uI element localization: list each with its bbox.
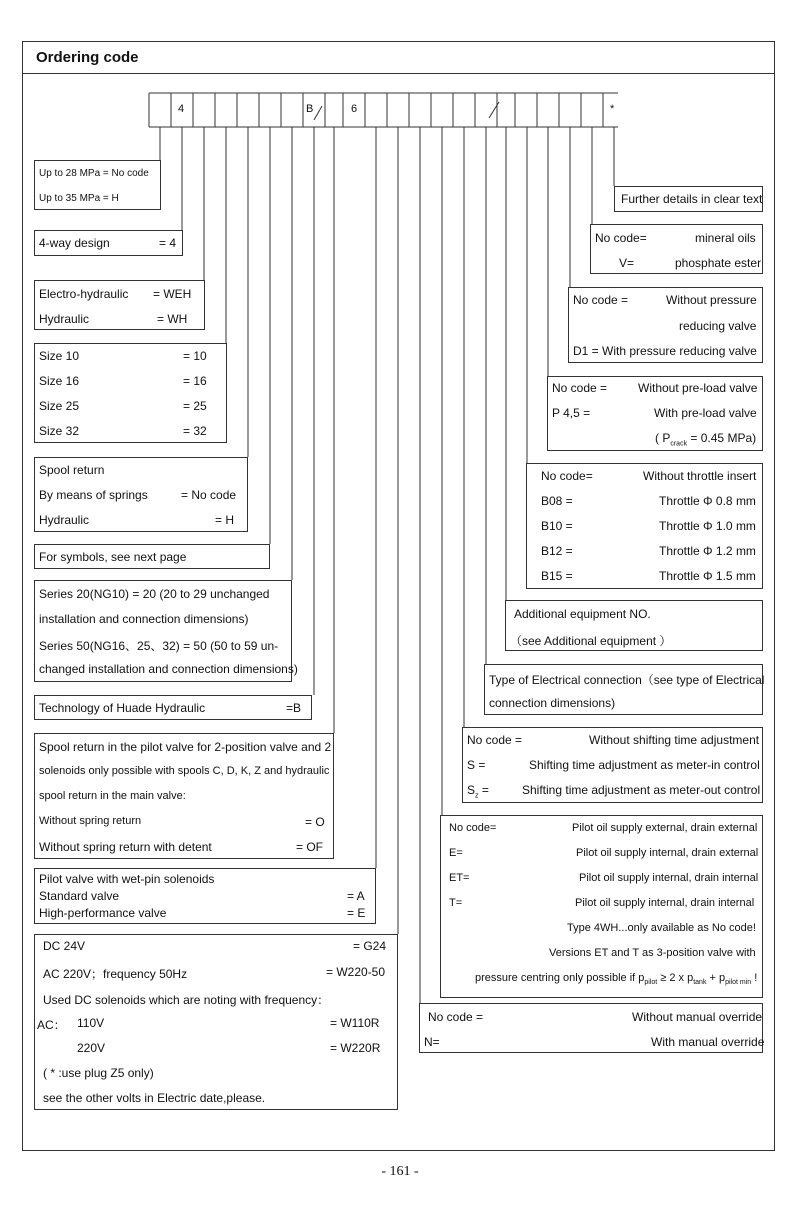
series-line: installation and connection dimensions) (39, 612, 249, 626)
spool-return-title: Spool return (39, 463, 105, 477)
voltage-dc-label: DC 24V (43, 939, 86, 953)
preload-value: With pre-load valve (654, 406, 757, 420)
throttle-value: Without throttle insert (643, 469, 757, 483)
pilot-return-label: Without spring return with detent (39, 840, 212, 854)
voltage-note: Used DC solenoids which are noting with frequency： (43, 993, 330, 1007)
pressure-row: Up to 28 MPa = No code (39, 168, 149, 179)
size-label: Size 16 (39, 374, 80, 388)
technology-code: =B (286, 701, 302, 715)
reducing-label: No code = (573, 293, 629, 307)
pilot-oil-label: T= (449, 897, 463, 909)
manual-override-box (419, 1003, 763, 1053)
throttle-label: B12 = (541, 544, 573, 558)
voltage-ac-label: AC 220V；frequency 50Hz (43, 967, 188, 981)
pilot-oil-value: Pilot oil supply internal, drain internal (579, 872, 759, 884)
manual-label: N= (424, 1035, 440, 1049)
size-label: Size 25 (39, 399, 80, 413)
actuation-label: Electro-hydraulic (39, 287, 129, 301)
spool-return-code: = No code (181, 488, 237, 502)
pressure-row: Up to 35 MPa = H (39, 193, 119, 204)
seals-label: No code= (595, 231, 647, 245)
seals-label: V= (619, 256, 635, 270)
size-code: = 32 (183, 424, 207, 438)
code-cell-4: 4 (178, 103, 185, 115)
pilot-return-code: = OF (296, 840, 324, 854)
code-cell-dividers (149, 93, 603, 127)
additional-line: （see Additional equipment ） (510, 634, 672, 648)
wet-pin-label: Standard valve (39, 889, 120, 903)
voltage-ac-row-label: 220V (77, 1041, 106, 1055)
spool-return-code: = H (215, 513, 235, 527)
throttle-label: B15 = (541, 569, 573, 583)
shifting-value: Shifting time adjustment as meter-out control (522, 783, 761, 797)
pilot-return-box (34, 733, 334, 859)
pilot-oil-label: ET= (449, 872, 470, 884)
size-label: Size 32 (39, 424, 80, 438)
further-box (614, 186, 763, 212)
manual-value: Without manual override (632, 1010, 763, 1024)
seals-box (590, 224, 763, 274)
page-number: - 161 - (381, 1164, 419, 1179)
pressure-box (34, 160, 161, 210)
size-code: = 10 (183, 349, 207, 363)
throttle-value: Throttle Φ 1.2 mm (659, 544, 756, 558)
code-cell-6: 6 (351, 103, 358, 115)
voltage-ac-code: = W220-50 (326, 965, 386, 979)
slash-1 (314, 106, 322, 120)
seals-value: phosphate ester (675, 256, 762, 270)
reducing-value: reducing valve (679, 319, 757, 333)
code-cell-star: * (610, 103, 615, 115)
wet-pin-box (34, 868, 376, 924)
pilot-oil-label: No code= (449, 822, 497, 834)
additional-line: Additional equipment NO. (514, 607, 651, 621)
voltage-ac-prefix: AC： (37, 1018, 66, 1032)
actuation-label: Hydraulic (39, 312, 90, 326)
way-code: = 4 (159, 236, 177, 250)
additional-box (505, 600, 763, 651)
pilot-oil-value: Pilot oil supply internal, drain external (576, 847, 759, 859)
series-box (34, 580, 298, 682)
manual-value: With manual override (651, 1035, 765, 1049)
shifting-label: $S_z$ = (467, 783, 489, 800)
throttle-box (526, 463, 763, 589)
series-line: Series 20(NG10) = 20 (20 to 29 unchanged (39, 587, 270, 601)
shifting-box (462, 727, 763, 803)
spool-return-label: By means of springs (39, 488, 148, 502)
preload-label: P 4,5 = (552, 406, 591, 420)
series-line: Series 50(NG16、25、32) = 50 (50 to 59 un- (39, 639, 279, 653)
spool-return-box (34, 457, 248, 532)
series-line: changed installation and connection dimensions) (39, 662, 298, 676)
technology-box (34, 695, 312, 720)
pilot-oil-note: Type 4WH...only available as No code! (567, 922, 756, 934)
voltage-ac-row-code: = W110R (330, 1016, 380, 1030)
actuation-code: = WEH (153, 287, 192, 301)
electrical-line: Type of Electrical connection（see type of Electrical (489, 673, 765, 687)
pilot-return-label: Without spring return (39, 815, 142, 827)
shifting-value: Without shifting time adjustment (589, 733, 760, 747)
pilot-oil-note: Versions ET and T as 3-position valve with (549, 947, 756, 959)
electrical-box (484, 664, 763, 715)
wet-pin-label: High-performance valve (39, 906, 167, 920)
throttle-value: Throttle Φ 1.5 mm (659, 569, 756, 583)
wet-pin-title: Pilot valve with wet-pin solenoids (39, 872, 215, 886)
preload-value: Without pre-load valve (638, 381, 758, 395)
throttle-value: Throttle Φ 0.8 mm (659, 494, 756, 508)
pilot-oil-value: Pilot oil supply external, drain external (572, 822, 758, 834)
spool-return-label: Hydraulic (39, 513, 90, 527)
reducing-value: Without pressure (666, 293, 757, 307)
voltage-other-note: see the other volts in Electric date,please. (43, 1091, 266, 1105)
shifting-label: No code = (467, 733, 523, 747)
electrical-line: connection dimensions) (489, 696, 616, 710)
throttle-value: Throttle Φ 1.0 mm (659, 519, 756, 533)
throttle-label: B08 = (541, 494, 573, 508)
actuation-box (34, 280, 205, 330)
size-box (34, 343, 227, 443)
pilot-oil-value: Pilot oil supply internal, drain internal (575, 897, 755, 909)
manual-label: No code = (428, 1010, 484, 1024)
actuation-code: = WH (157, 312, 188, 326)
preload-label: No code = (552, 381, 608, 395)
throttle-label: B10 = (541, 519, 573, 533)
size-code: = 25 (183, 399, 207, 413)
voltage-ac-row-code: = W220R (330, 1041, 381, 1055)
pilot-return-line: Spool return in the pilot valve for 2-position valve and 2 (39, 740, 332, 754)
wet-pin-code: = A (347, 889, 365, 903)
pilot-oil-box (440, 815, 763, 998)
voltage-plug-note: ( * :use plug Z5 only) (43, 1066, 154, 1080)
further-text: Further details in clear text (621, 192, 763, 206)
size-code: = 16 (183, 374, 207, 388)
code-cell-b: B (306, 103, 314, 115)
voltage-box (34, 934, 398, 1110)
size-label: Size 10 (39, 349, 80, 363)
pilot-return-code: = O (305, 815, 325, 829)
page-title: Ordering code (36, 49, 139, 66)
way-box (34, 230, 183, 256)
seals-value: mineral oils (695, 231, 756, 245)
reducing-box (568, 287, 763, 363)
shifting-value: Shifting time adjustment as meter-in control (529, 758, 760, 772)
voltage-dc-code: = G24 (353, 939, 387, 953)
symbols-box (34, 544, 270, 569)
throttle-label: No code= (541, 469, 593, 483)
way-label: 4-way design (39, 236, 110, 250)
preload-box (547, 376, 763, 451)
shifting-label: S = (467, 758, 486, 772)
reducing-d1: D1 = With pressure reducing valve (573, 344, 757, 358)
pilot-oil-label: E= (449, 847, 463, 859)
voltage-ac-row-label: 110V (77, 1016, 105, 1030)
wet-pin-code: = E (347, 906, 366, 920)
pilot-oil-note: pressure centring only possible if $p_{pilot} \ge 2$ x $p_{tank} + p_{pilot min}$ ! (475, 972, 758, 987)
preload-crack: ( $P_{crack} = 0.45$ MPa) (655, 431, 757, 448)
pilot-return-line: spool return in the main valve: (39, 790, 186, 802)
pilot-return-line: solenoids only possible with spools C, D, K, Z and hydraulic (39, 765, 330, 777)
symbols-note: For symbols, see next page (39, 550, 187, 564)
technology-label: Technology of Huade Hydraulic (39, 701, 206, 715)
